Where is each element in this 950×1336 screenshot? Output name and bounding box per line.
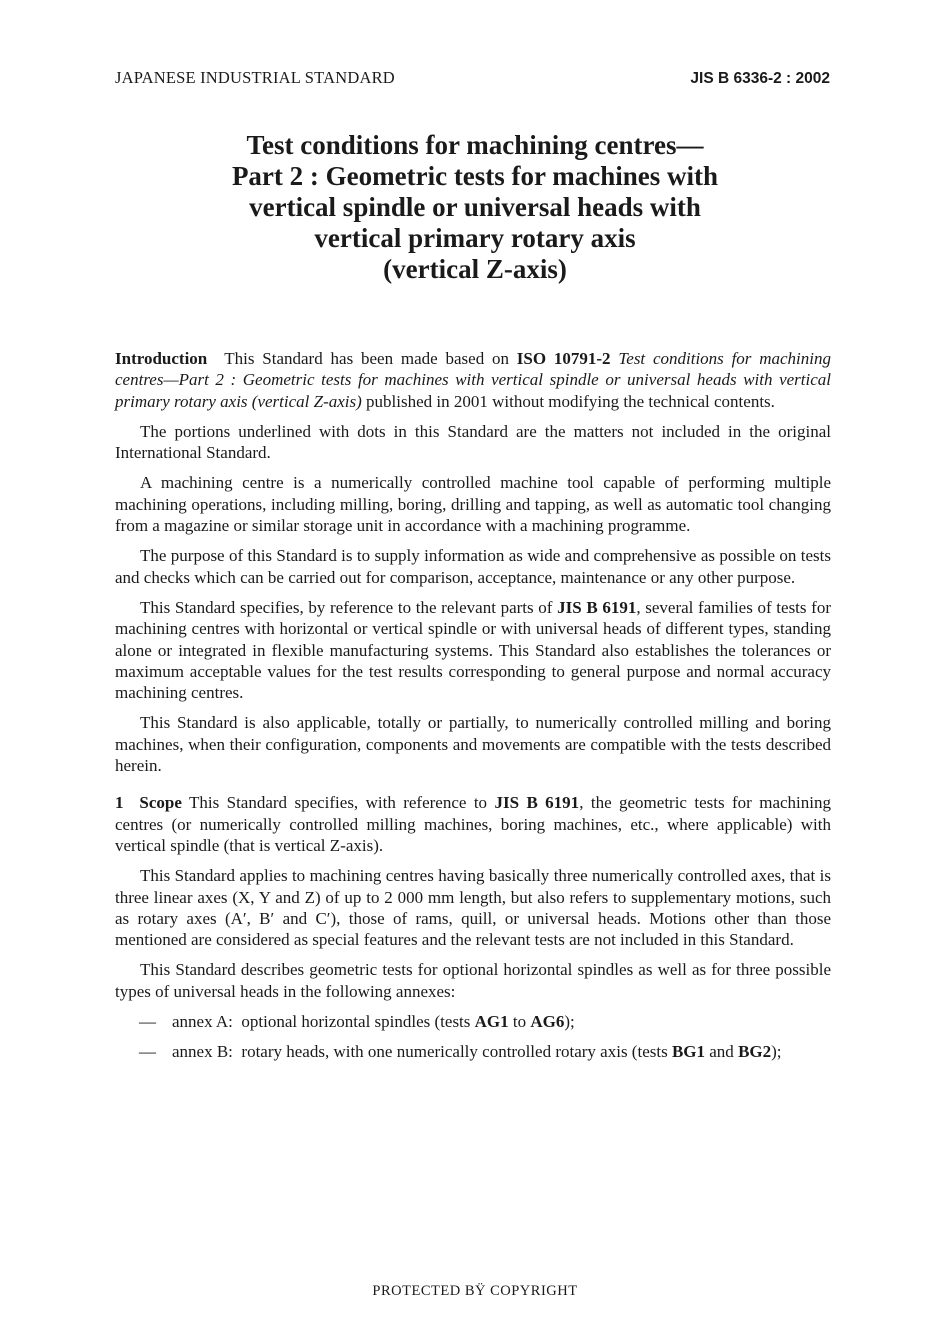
text-run: published in 2001 without modifying the technical contents. bbox=[361, 391, 775, 411]
test-id: BG1 bbox=[671, 1042, 706, 1062]
document-title bbox=[100, 130, 850, 285]
title-line: vertical spindle or universal heads with bbox=[249, 192, 701, 222]
title-line: vertical primary rotary axis bbox=[314, 223, 636, 253]
text-run: ); bbox=[771, 1042, 782, 1062]
scope-paragraph bbox=[115, 792, 831, 856]
intro-heading: Introduction bbox=[115, 349, 208, 368]
text-run: This Standard specifies, with reference to bbox=[181, 793, 495, 813]
section-heading: Scope bbox=[139, 793, 182, 813]
section-number: 1 bbox=[115, 793, 124, 813]
test-id: AG6 bbox=[530, 1012, 565, 1032]
text-run: annex B: rotary heads, with one numerically controlled rotary axis (tests bbox=[172, 1042, 672, 1062]
test-id: AG1 bbox=[474, 1012, 509, 1032]
list-item bbox=[115, 1041, 831, 1062]
dash-bullet: — bbox=[139, 1012, 156, 1032]
document-body bbox=[115, 348, 831, 1072]
text-run: This Standard specifies, by reference to the relevant parts of bbox=[140, 597, 558, 617]
test-id: BG2 bbox=[738, 1042, 772, 1062]
intro-paragraph: The portions underlined with dots in this Standard are the matters not included in the original International Standard. bbox=[115, 421, 831, 463]
intro-paragraph: A machining centre is a numerically controlled machine tool capable of performing multiple machining operations, including milling, boring, drilling and tapping, as well as automatic tool changing from a magazine or similar storage unit in accordance with a machining programme. bbox=[115, 473, 831, 536]
jis-reference: JIS B 6191 bbox=[494, 793, 580, 813]
copyright-footer: PROTECTED BŸ COPYRIGHT bbox=[372, 1283, 578, 1299]
title-line: (vertical Z-axis) bbox=[383, 254, 567, 284]
scope-paragraph: This Standard applies to machining centres having basically three numerically controlled axes, that is three linear axes (X, Y and Z) of up to 2 000 mm length, but also refers to supplementary motions, such as rotary axes (A′, B′ and C′), those of rams, quill, or universal heads. Motions other than those mentioned are considered as special features and the relevant tests are not included in this Standard. bbox=[115, 866, 831, 950]
title-line: Test conditions for machining centres— bbox=[246, 130, 704, 160]
list-item bbox=[115, 1011, 831, 1032]
text-run: This Standard has been made based on bbox=[224, 349, 517, 368]
text-run: annex A: optional horizontal spindles (tests bbox=[172, 1012, 475, 1032]
intro-paragraph bbox=[115, 348, 831, 412]
header-standard-number: JIS B 6336-2 : 2002 bbox=[690, 70, 830, 87]
header-standard-name: JAPANESE INDUSTRIAL STANDARD bbox=[115, 68, 395, 87]
text-run: to bbox=[508, 1012, 531, 1032]
iso-reference: ISO 10791-2 bbox=[516, 349, 611, 368]
jis-reference: JIS B 6191 bbox=[557, 597, 637, 617]
text-run: and bbox=[705, 1042, 739, 1062]
intro-paragraph bbox=[115, 597, 831, 703]
intro-paragraph: This Standard is also applicable, totally or partially, to numerically controlled milling and boring machines, when their configuration, components and movements are compatible with the tests described herein. bbox=[115, 713, 831, 776]
dash-bullet: — bbox=[139, 1042, 156, 1062]
title-line: Part 2 : Geometric tests for machines with bbox=[231, 161, 719, 191]
scope-paragraph: This Standard describes geometric tests for optional horizontal spindles as well as for three possible types of universal heads in the following annexes: bbox=[115, 960, 831, 1001]
iso-title: Test conditions for machining centres—Part 2 : Geometric tests for machines with vertical spindle or universal heads with vertical primary rotary axis (vertical Z-axis) bbox=[115, 349, 831, 411]
text-run: , several families of tests for machining centres with horizontal or vertical spindle or with universal heads of different types, standing alone or integrated in flexible manufacturing systems. This Standard also establishes the tolerances or maximum acceptable values for the test results corresponding to general purpose and normal accuracy machining centres. bbox=[115, 597, 832, 703]
text-run: ); bbox=[564, 1012, 575, 1032]
annex-list bbox=[115, 1011, 831, 1063]
text-run: , the geometric tests for machining centres (or numerically controlled milling machines, boring machines, etc., where applicable) with vertical spindle (that is vertical Z-axis). bbox=[115, 793, 831, 855]
intro-paragraph: The purpose of this Standard is to supply information as wide and comprehensive as possible on tests and checks which can be carried out for comparison, acceptance, maintenance or any other purpose. bbox=[115, 546, 831, 587]
